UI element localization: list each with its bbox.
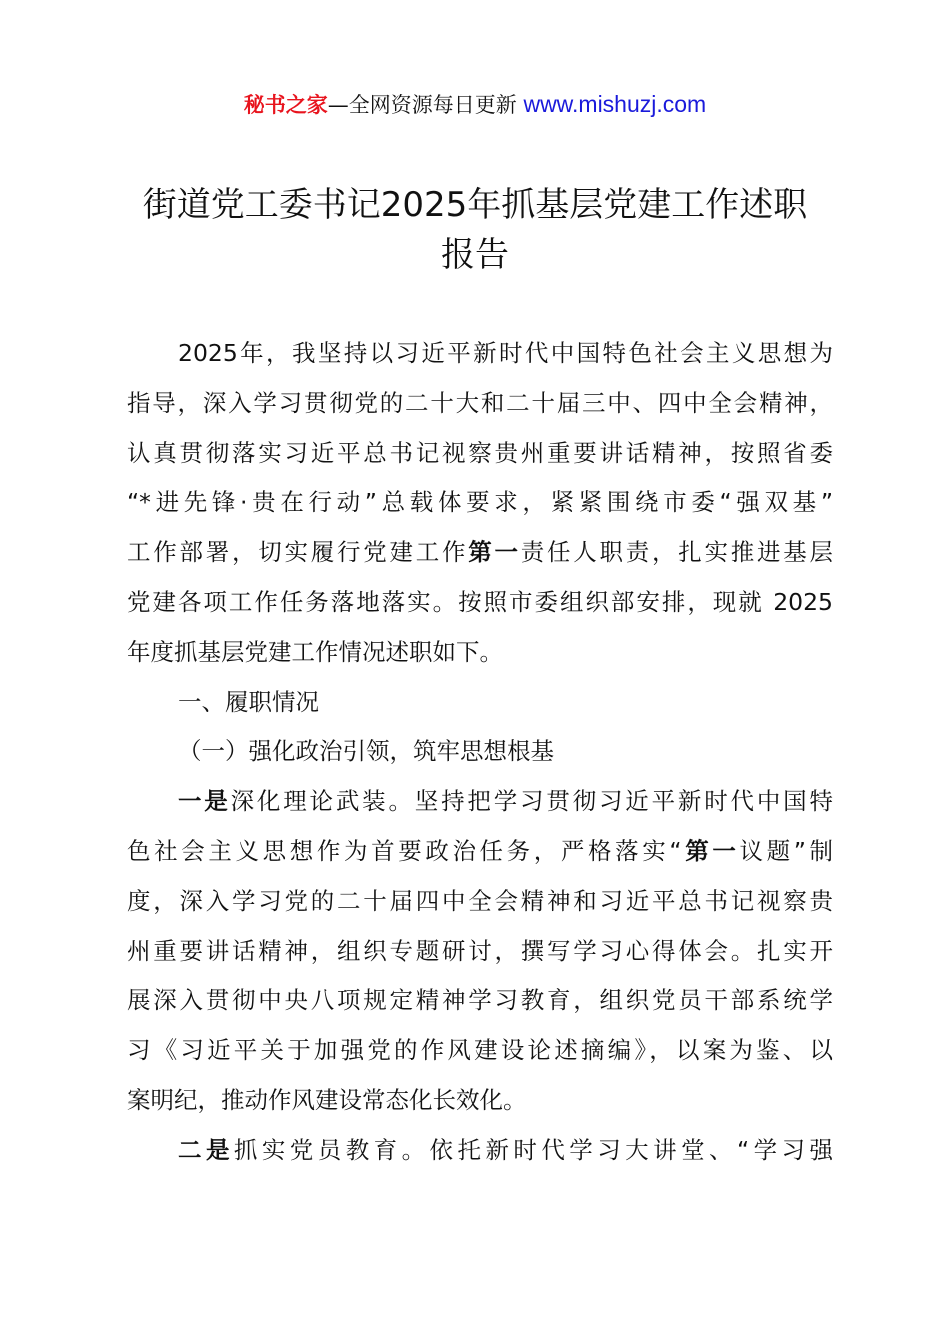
text-segment: 习《习近平关于加强党的作风建设论述摘编》，以案为鉴、以 (127, 1036, 833, 1065)
text-line (127, 628, 833, 678)
text-segment: 年度抓基层党建工作情况述职如下。 (127, 637, 503, 666)
text-line (127, 777, 833, 827)
text-segment: （一）强化政治引领，筑牢思想根基 (178, 737, 554, 766)
text-line (127, 379, 833, 429)
text-line (127, 827, 833, 877)
text-segment: 责任人职责，扎实推进基层 (520, 538, 833, 567)
text-line (127, 678, 833, 728)
text-segment: 展深入贯彻中央八项规定精神学习教育，组织党员干部系统学 (127, 986, 833, 1015)
text-line (127, 976, 833, 1026)
title-line-2: 报告 (441, 235, 509, 275)
text-segment: 度，深入学习党的二十届四中全会精神和习近平总书记视察贵 (127, 886, 833, 915)
text-line (127, 1026, 833, 1076)
text-segment: 一、履职情况 (178, 687, 319, 716)
text-line (127, 927, 833, 977)
site-header-banner (0, 88, 950, 121)
text-line (127, 1076, 833, 1126)
text-segment: 抓实党员教育。依托新时代学习大讲堂、“学习强 (233, 1135, 833, 1164)
text-segment: 深化理论武装。坚持把学习贯彻习近平新时代中国特 (230, 787, 833, 816)
text-line (127, 329, 833, 379)
title-line-1: 街道党工委书记2025年抓基层党建工作述职 (142, 185, 808, 225)
document-body (127, 329, 833, 1176)
site-brand: 秘书之家 (243, 93, 328, 117)
text-segment: 议题”制 (739, 836, 833, 865)
bold-text: 第一 (681, 836, 740, 865)
bold-text: 一是 (178, 787, 231, 816)
text-segment: 2025年，我坚持以习近平新时代中国特色社会主义思想为 (178, 339, 833, 367)
text-line (127, 478, 833, 528)
text-segment: 指导，深入学习贯彻党的二十大和二十届三中、四中全会精神， (127, 388, 833, 417)
text-segment: 州重要讲话精神，组织专题研讨，撰写学习心得体会。扎实开 (127, 936, 833, 965)
text-line (127, 877, 833, 927)
bold-text: 第一 (468, 538, 521, 567)
document-title (0, 180, 950, 280)
text-segment: 认真贯彻落实习近平总书记视察贵州重要讲话精神，按照省委 (127, 438, 833, 467)
site-tagline: —全网资源每日更新 (327, 93, 524, 117)
text-line (127, 578, 833, 628)
text-segment: 案明纪，推动作风建设常态化长效化。 (127, 1085, 527, 1114)
text-line (127, 727, 833, 777)
text-segment: 色社会主义思想作为首要政治任务，严格落实“ (127, 836, 682, 865)
bold-text: 二是 (178, 1135, 234, 1164)
text-segment: “*进先锋·贵在行动”总载体要求，紧紧围绕市委“强双基” (127, 488, 833, 517)
text-line (127, 1126, 833, 1176)
site-url-link[interactable]: www.mishuzj.com (523, 91, 707, 117)
text-line (127, 429, 833, 479)
text-segment: 党建各项工作任务落地落实。按照市委组织部安排，现就 2025 (127, 587, 833, 616)
text-line (127, 528, 833, 578)
text-segment: 工作部署，切实履行党建工作 (127, 538, 469, 567)
